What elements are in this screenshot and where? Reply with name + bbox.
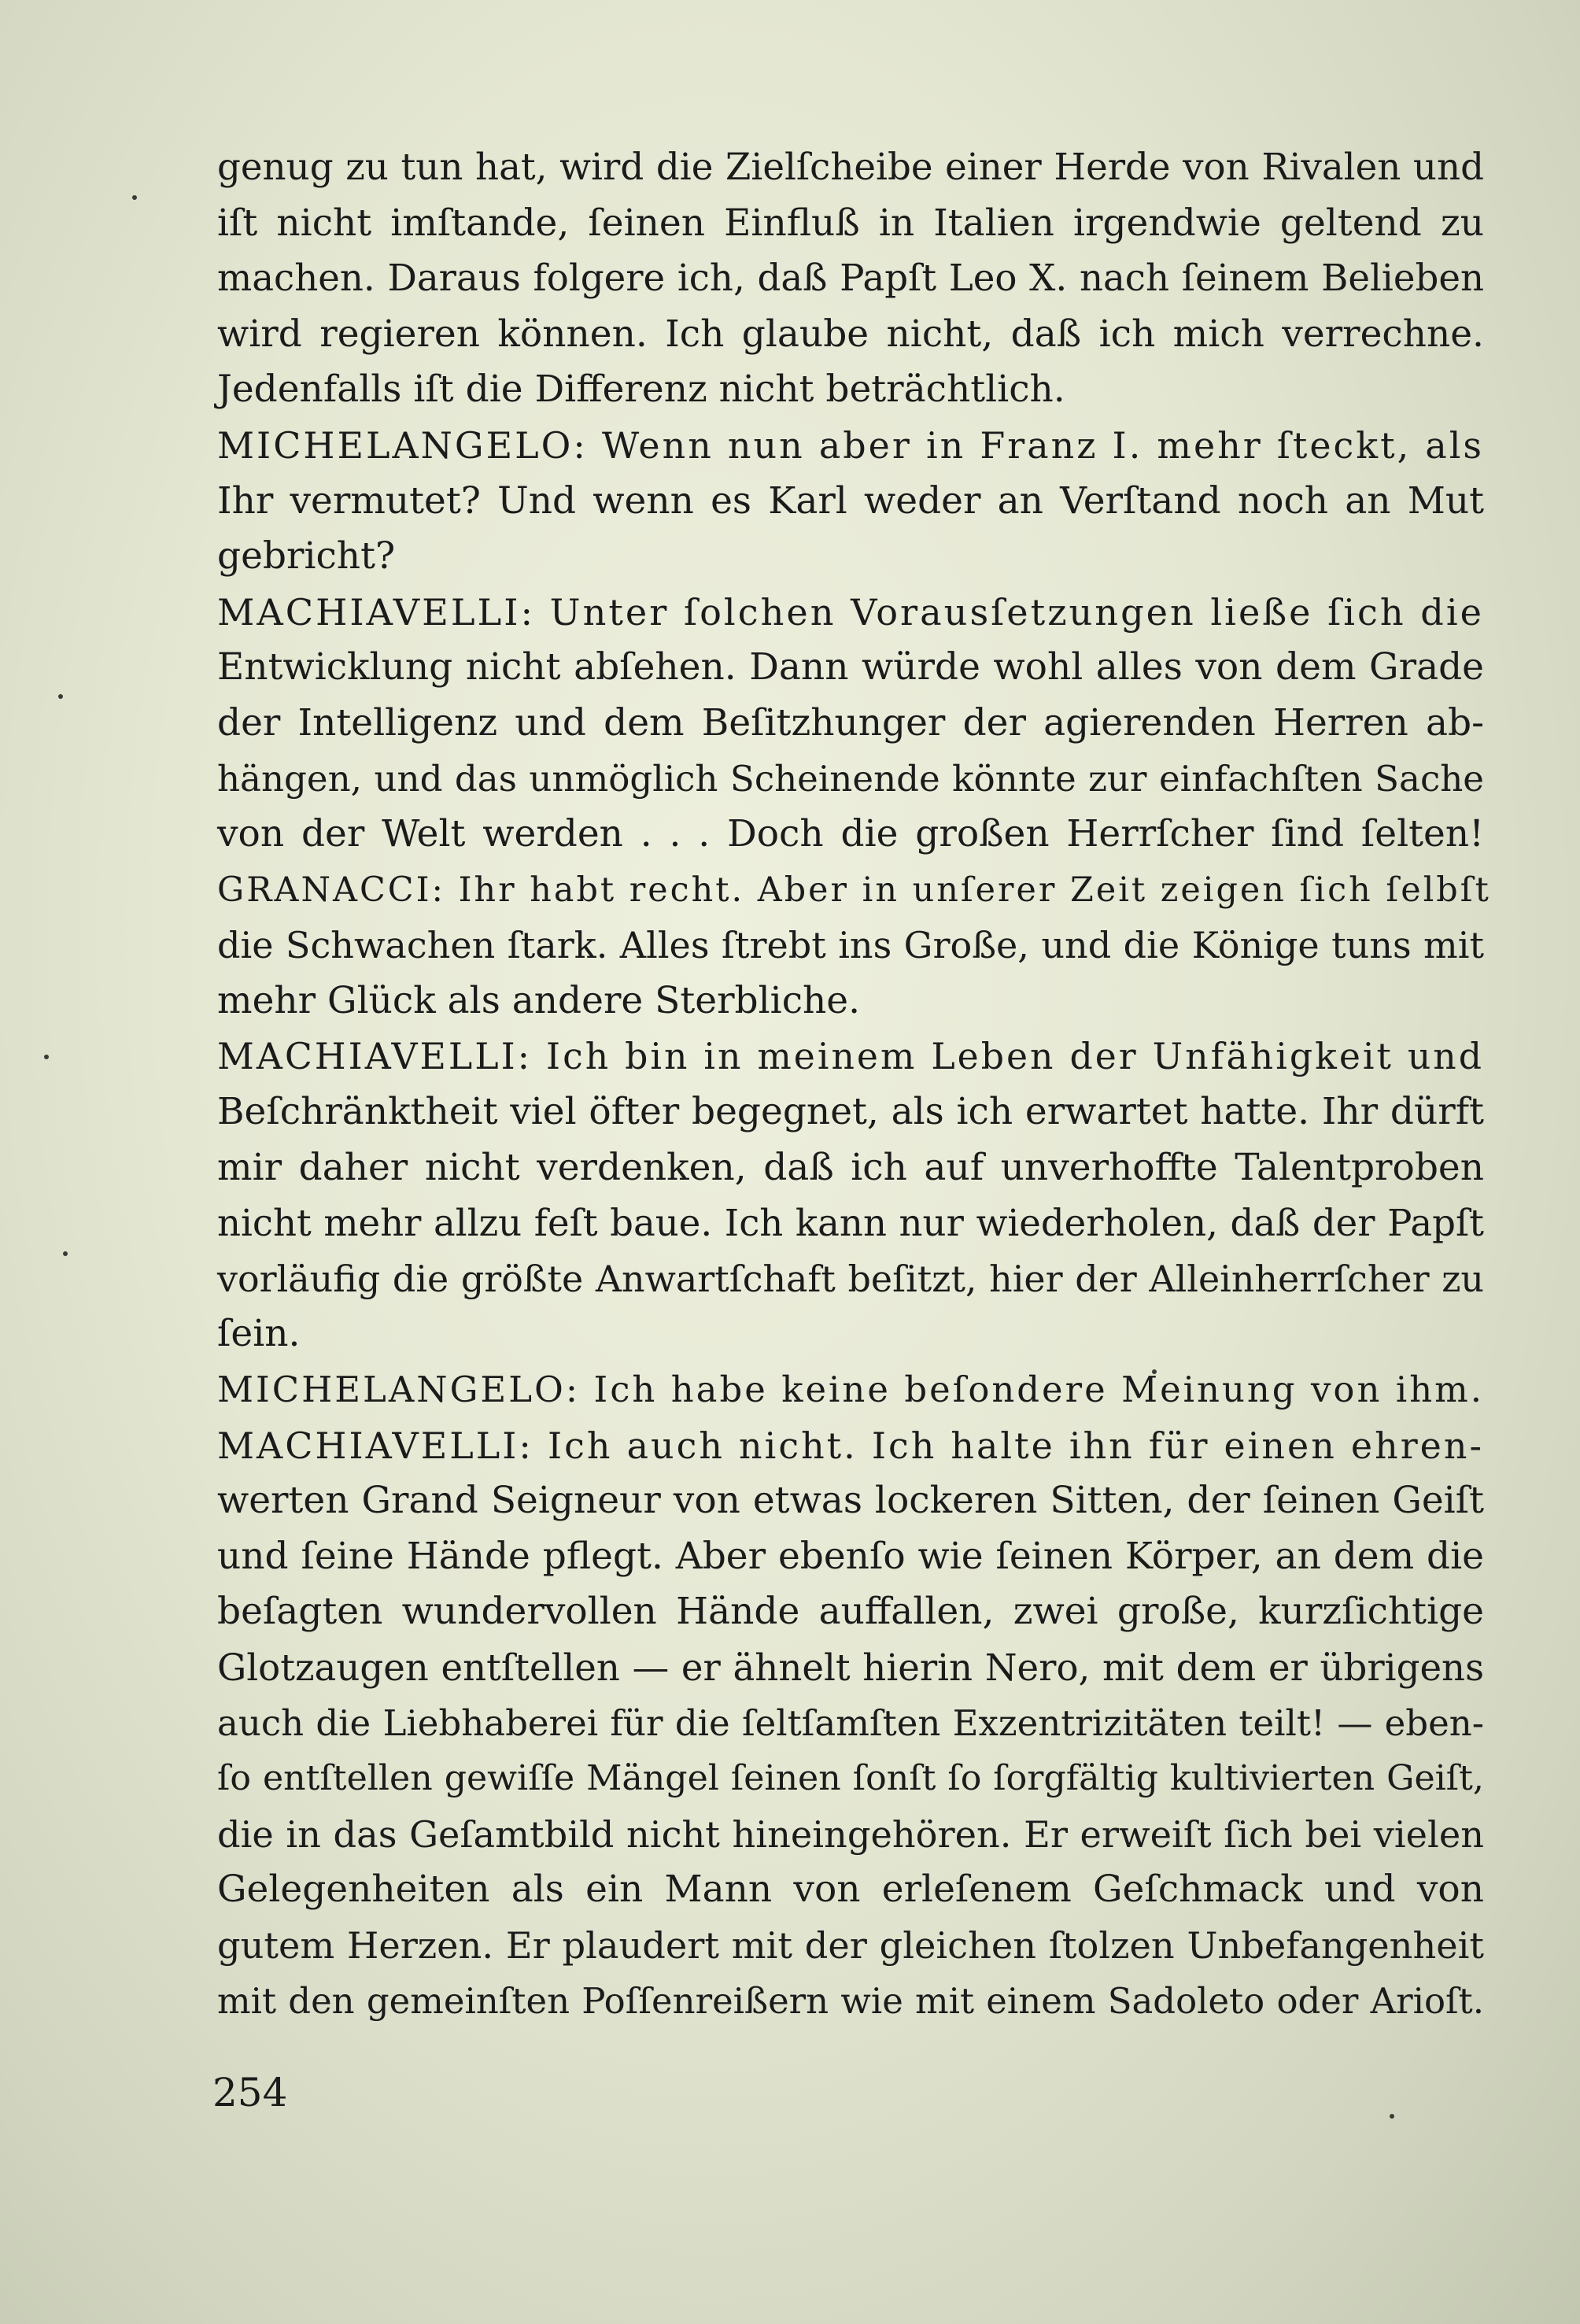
text-line: ſo entſtellen gewiſſe Mängel ſeinen ſonſt ſo ſorgfältig kultivierten Geiſt, [217,1758,1484,1799]
text-line: Glotzaugen entſtellen — er ähnelt hierin Nero, mit dem er übrigens [217,1646,1484,1690]
text-line: ſein. [217,1312,301,1356]
paper-speck [58,694,63,699]
paper-speck [63,1251,68,1256]
text-line: mehr Glück als andere Sterbliche. [217,978,861,1022]
text-line: nicht mehr allzu feſt baue. Ich kann nur wiederholen, daß der Papſt [217,1202,1484,1245]
speech-line: GRANACCI: Ihr habt recht. Aber in unſerer Zeit zeigen ſich ſelbſt [217,870,1491,910]
text-line: Entwicklung nicht abſehen. Dann würde wohl alles von dem Grade [217,645,1484,689]
text-line: der Intelligenz und dem Beſitzhunger der agierenden Herren ab- [217,700,1484,744]
text-line: Gelegenheiten als ein Mann von erleſenem Geſchmack und von [217,1868,1484,1912]
paper-speck [132,195,137,200]
speech-line: MACHIAVELLI: Unter ſolchen Vorausſetzungen ließe ſich die [217,590,1484,634]
text-line: auch die Liebhaberei für die ſeltſamſten Exzentrizitäten teilt! — eben- [217,1701,1484,1744]
speech-line: MACHIAVELLI: Ich bin in meinem Leben der Unfähigkeit und [217,1035,1484,1077]
page-number: 254 [212,2070,288,2115]
text-line: gebricht? [217,534,396,578]
text-line: Ihr vermutet? Und wenn es Karl weder an Verſtand noch an Mut [217,478,1484,523]
text-line: mit den gemeinſten Poſſenreißern wie mit einem Sadoleto oder Arioſt. [217,1979,1484,2022]
text-line: machen. Daraus folgere ich, daß Papſt Leo X. nach ſeinem Belieben [217,257,1484,301]
speech-line: MACHIAVELLI: Ich auch nicht. Ich halte ihn für einen ehren- [217,1424,1484,1467]
text-line: Beſchränktheit viel öfter begegnet, als ich erwartet hatte. Ihr dürft [217,1090,1484,1134]
speech-line: MICHELANGELO: Wenn nun aber in Franz I. mehr ſteckt, als [217,423,1484,467]
paper-speck [44,1055,49,1059]
text-line: vorläufig die größte Anwartſchaft beſitzt, hier der Alleinherrſcher zu [217,1257,1484,1300]
text-line: wird regieren können. Ich glaube nicht, daß ich mich verrechne. [217,312,1484,356]
text-line: beſagten wundervollen Hände auffallen, zwei große, kurzſichtige [217,1590,1484,1634]
text-line: Jedenfalls iſt die Differenz nicht beträchtlich. [217,368,1065,412]
text-line: werten Grand Seigneur von etwas lockeren Sitten, der ſeinen Geiſt [217,1479,1484,1523]
text-line: mir daher nicht verdenken, daß ich auf unverhoffte Talentproben [217,1145,1484,1189]
text-line: genug zu tun hat, wird die Zielſcheibe einer Herde von Rivalen und [217,146,1484,189]
text-line: gutem Herzen. Er plaudert mit der gleichen ſtolzen Unbefangenheit [217,1924,1484,1967]
body-text [217,140,1491,2029]
speech-line: MICHELANGELO: Ich habe keine beſondere Meinung von ihm. [217,1369,1484,1411]
text-line: von der Welt werden . . . Doch die großen Herrſcher ſind ſelten! [217,812,1484,856]
text-line: hängen, und das unmöglich Scheinende könnte zur einfachſten Sache [217,757,1484,800]
text-line: und ſeine Hände pflegt. Aber ebenſo wie ſeinen Körper, an dem die [217,1534,1484,1578]
text-line: iſt nicht imſtande, ſeinen Einfluß in Italien irgendwie geltend zu [217,201,1484,245]
paper-speck [1390,2114,1394,2119]
text-line: die in das Geſamtbild nicht hineingehören. Er erweiſt ſich bei vielen [217,1812,1484,1856]
text-line: die Schwachen ſtark. Alles ſtrebt ins Große, und die Könige tuns mit [217,924,1484,967]
